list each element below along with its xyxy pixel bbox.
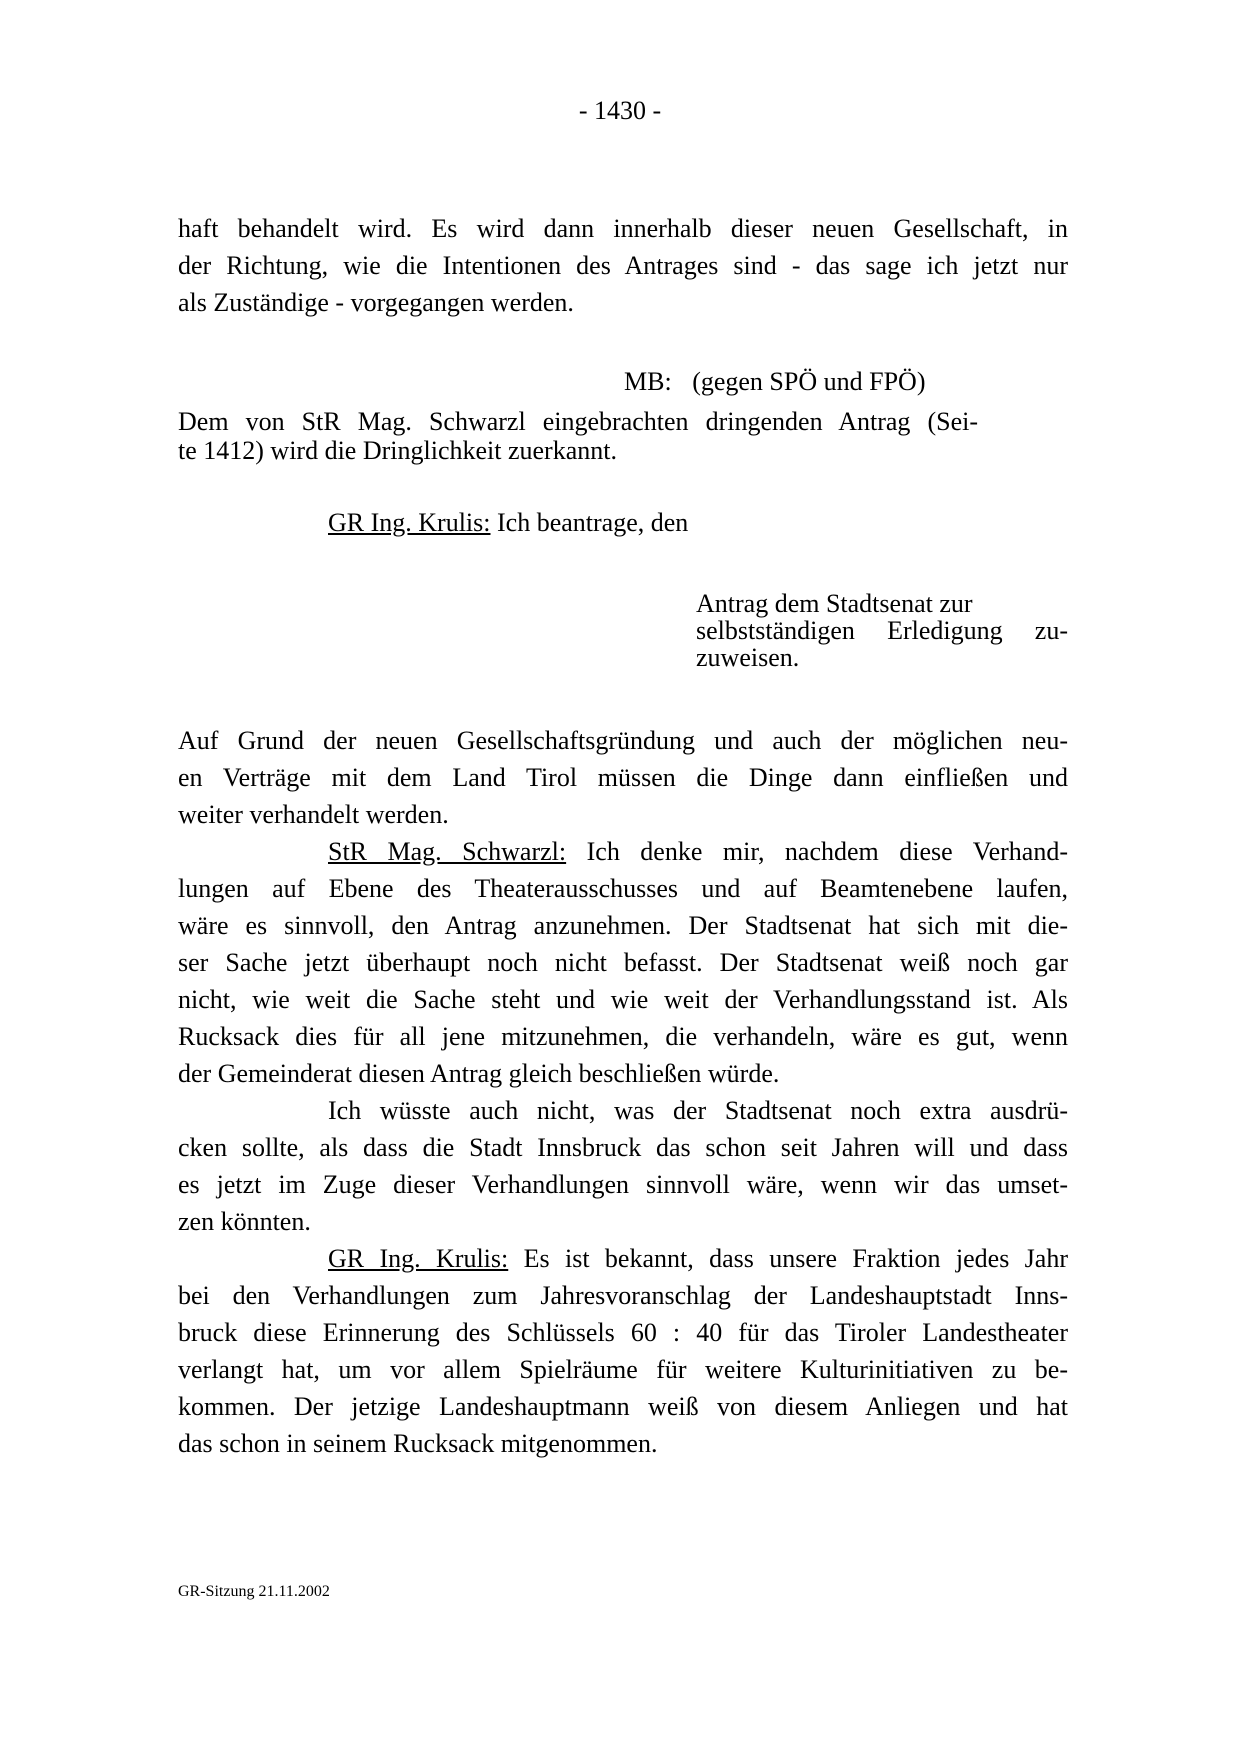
page-number: - 1430 -	[578, 96, 662, 125]
text-line: weiter verhandelt werden.	[178, 800, 449, 829]
text-line: selbstständigen Erledigung zu-	[696, 616, 1068, 645]
text-line: kommen. Der jetzige Landeshauptmann weiß von diesem Anliegen und hat	[178, 1392, 1068, 1421]
speaker-name: GR Ing. Krulis:	[328, 1244, 509, 1273]
text-line: en Verträge mit dem Land Tirol müssen die Dinge dann einfließen und	[178, 763, 1068, 792]
text-line: lungen auf Ebene des Theaterausschusses und auf Beamtenebene laufen,	[178, 874, 1068, 903]
main-body	[178, 722, 1068, 1462]
text-line: ser Sache jetzt überhaupt noch nicht befasst. Der Stadtsenat weiß noch gar	[178, 948, 1068, 977]
speaker-name: GR Ing. Krulis:	[328, 508, 491, 537]
speaker-name: StR Mag. Schwarzl:	[328, 837, 567, 866]
text-line: Antrag dem Stadtsenat zur	[696, 589, 973, 618]
text-line: als Zuständige - vorgegangen werden.	[178, 288, 574, 317]
text-line	[178, 833, 1068, 870]
speech-krulis	[178, 1240, 1068, 1462]
text-line: te 1412) wird die Dringlichkeit zuerkannt.	[178, 436, 617, 465]
speech-schwarzl	[178, 833, 1068, 1092]
text-line: wäre es sinnvoll, den Antrag anzunehmen. Der Stadtsenat hat sich mit die-	[178, 911, 1068, 940]
intro-paragraph	[178, 210, 1068, 321]
paragraph	[178, 722, 1068, 833]
text-line: nicht, wie weit die Sache steht und wie weit der Verhandlungsstand ist. Als	[178, 985, 1068, 1014]
resolution-vote: (gegen SPÖ und FPÖ)	[692, 367, 926, 396]
footer-session-date: GR-Sitzung 21.11.2002	[178, 1583, 330, 1600]
text-line: Dem von StR Mag. Schwarzl eingebrachten dringenden Antrag (Sei-	[178, 407, 978, 436]
text-line: Rucksack dies für all jene mitzunehmen, die verhandeln, wäre es gut, wenn	[178, 1022, 1068, 1051]
text-line: der Gemeinderat diesen Antrag gleich beschließen würde.	[178, 1059, 780, 1088]
speech-text: Es ist bekannt, dass unsere Fraktion jedes Jahr	[523, 1244, 1069, 1273]
paragraph	[178, 1092, 1068, 1240]
text-line: Ich wüsste auch nicht, was der Stadtsenat noch extra ausdrü-	[328, 1096, 1068, 1125]
motion-text: Ich beantrage, den	[497, 508, 689, 537]
text-line: zen könnten.	[178, 1207, 311, 1236]
resolution-text	[178, 407, 978, 465]
speech-text: Ich denke mir, nachdem diese Verhand-	[586, 837, 1068, 866]
text-line: Auf Grund der neuen Gesellschaftsgründung und auch der möglichen neu-	[178, 726, 1068, 755]
motion-statement	[328, 508, 688, 538]
text-line	[178, 1240, 1068, 1277]
text-line: bruck diese Erinnerung des Schlüssels 60 : 40 für das Tiroler Landestheater	[178, 1318, 1068, 1347]
motion-proposal	[696, 590, 1068, 671]
text-line: cken sollte, als dass die Stadt Innsbruck das schon seit Jahren will und dass	[178, 1133, 1068, 1162]
text-line: haft behandelt wird. Es wird dann innerhalb dieser neuen Gesellschaft, in	[178, 214, 1068, 243]
text-line: der Richtung, wie die Intentionen des Antrages sind - das sage ich jetzt nur	[178, 251, 1068, 280]
text-line: es jetzt im Zuge dieser Verhandlungen sinnvoll wäre, wenn wir das umset-	[178, 1170, 1068, 1199]
text-line: bei den Verhandlungen zum Jahresvoranschlag der Landeshauptstadt Inns-	[178, 1281, 1068, 1310]
text-line: das schon in seinem Rucksack mitgenommen.	[178, 1429, 658, 1458]
text-line: zuweisen.	[696, 643, 800, 672]
resolution-label: MB:	[624, 367, 672, 396]
text-line: verlangt hat, um vor allem Spielräume für weitere Kulturinitiativen zu be-	[178, 1355, 1068, 1384]
resolution-header	[624, 367, 925, 397]
